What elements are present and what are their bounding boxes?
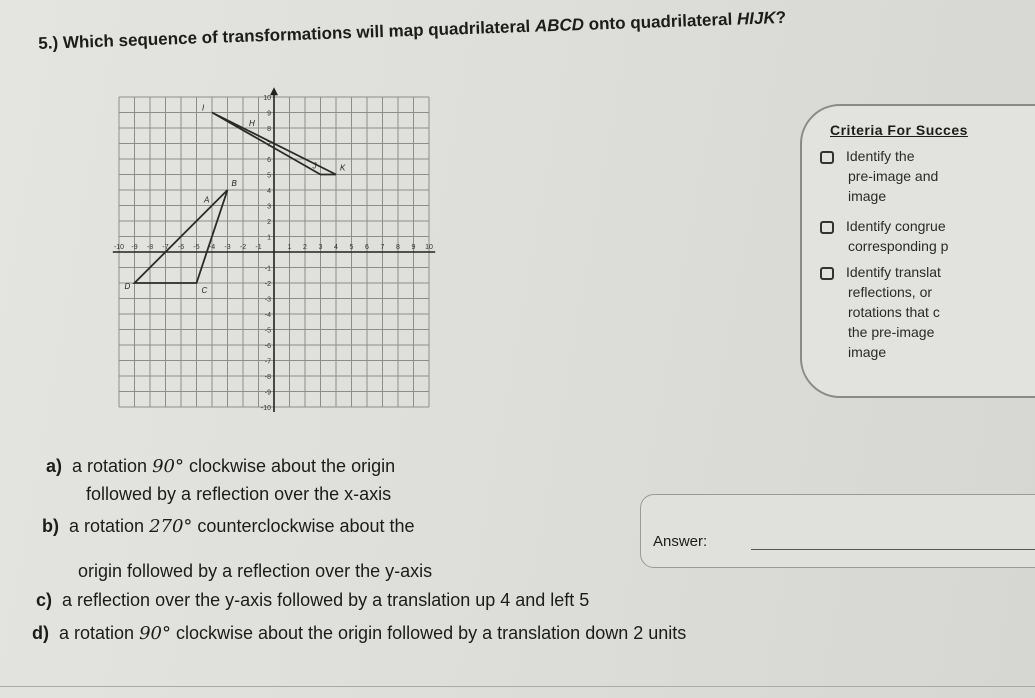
x-tick-label: 8 xyxy=(396,244,400,251)
vertex-label: K xyxy=(340,163,346,173)
question-text-before: Which sequence of transformations will map quadrilateral xyxy=(62,16,536,53)
criteria-line: Identify congrue xyxy=(846,218,946,234)
question-prompt xyxy=(38,8,786,54)
criteria-item xyxy=(820,216,948,256)
choice-text: a rotation xyxy=(72,456,153,476)
criteria-line: pre-image and xyxy=(848,168,939,184)
choice-angle: 270° xyxy=(149,516,193,537)
criteria-item xyxy=(820,262,941,362)
quadrilaterals xyxy=(135,110,337,284)
criteria-item xyxy=(820,146,938,206)
y-tick-label: 10 xyxy=(263,95,271,102)
vertex-label: A xyxy=(204,195,210,205)
criteria-for-success-panel xyxy=(800,104,1035,398)
vertex-label: J xyxy=(312,161,317,171)
choice-text: followed by a reflection over the x-axis xyxy=(86,484,392,504)
x-tick-label: 9 xyxy=(411,244,416,251)
criteria-line: image xyxy=(848,188,887,204)
y-axis-arrow-icon xyxy=(270,87,278,95)
choice-angle: 90° xyxy=(139,623,171,644)
y-tick-label: -1 xyxy=(264,265,271,273)
x-tick-label: 3 xyxy=(318,244,323,251)
x-tick-label: 4 xyxy=(334,244,338,251)
y-tick-label: 1 xyxy=(267,234,271,242)
answer-input-line[interactable] xyxy=(751,549,1035,550)
y-tick-label: 8 xyxy=(267,126,271,133)
x-tick-label: -6 xyxy=(177,244,185,251)
x-tick-label: -8 xyxy=(146,244,154,251)
choice-text: origin followed by a reflection over the y-axis xyxy=(78,561,433,581)
x-tick-label: 2 xyxy=(303,244,307,251)
choice-b-line-2 xyxy=(78,561,432,582)
vertex-label: I xyxy=(202,103,205,113)
question-number: 5.) xyxy=(38,33,59,53)
x-tick-label: -7 xyxy=(162,244,169,251)
y-tick-label: -5 xyxy=(264,327,271,335)
choice-angle: 90° xyxy=(152,456,184,477)
criteria-line: the pre-image xyxy=(848,324,935,340)
pre-image-name: ABCD xyxy=(534,14,585,36)
x-tick-label: -10 xyxy=(113,244,125,251)
y-tick-label: 6 xyxy=(267,157,271,164)
choice-c[interactable] xyxy=(36,590,589,611)
coordinate-graph xyxy=(104,82,460,412)
y-tick-label: -3 xyxy=(264,296,271,304)
checkbox-icon[interactable] xyxy=(820,221,834,234)
vertex-labels xyxy=(125,104,347,296)
x-tick-label: 6 xyxy=(365,244,369,251)
y-tick-label: 9 xyxy=(267,110,271,118)
vertex-label: H xyxy=(249,119,255,128)
x-tick-label: -2 xyxy=(239,244,247,251)
criteria-line: Identify translat xyxy=(846,264,941,280)
question-text-end: ? xyxy=(775,7,787,28)
x-tick-label: 10 xyxy=(425,244,433,251)
x-tick-label: 5 xyxy=(349,244,354,251)
question-text-middle: onto quadrilateral xyxy=(583,9,738,34)
checkbox-icon[interactable] xyxy=(820,267,834,280)
graph-axes xyxy=(113,87,435,412)
y-tick-label: -9 xyxy=(264,389,271,397)
criteria-line: image xyxy=(848,344,887,360)
x-tick-label: -9 xyxy=(131,244,138,251)
x-tick-label: -3 xyxy=(224,244,231,251)
criteria-line: Identify the xyxy=(846,148,915,164)
choice-letter: c) xyxy=(36,590,53,610)
divider xyxy=(0,686,1035,687)
vertex-label: C xyxy=(201,286,208,295)
choice-text: a rotation xyxy=(69,516,150,536)
y-tick-label: 2 xyxy=(267,219,271,226)
criteria-line: reflections, or xyxy=(848,284,933,300)
checkbox-icon[interactable] xyxy=(820,151,834,164)
x-tick-label: 7 xyxy=(380,244,385,251)
y-tick-label: -6 xyxy=(264,343,271,350)
y-tick-label: 3 xyxy=(267,203,271,211)
y-tick-label: -8 xyxy=(264,374,271,381)
y-tick-label: -4 xyxy=(264,312,271,319)
image-name: HIJK xyxy=(736,8,776,29)
y-tick-label: -10 xyxy=(260,405,271,412)
choice-text: counterclockwise about the xyxy=(192,516,415,536)
choice-text: a reflection over the y-axis followed by a translation up 4 and left 5 xyxy=(62,590,590,610)
choice-text: a rotation xyxy=(59,623,140,643)
choice-text: clockwise about the origin xyxy=(183,456,396,476)
y-tick-label: -7 xyxy=(264,358,271,366)
choice-letter: d) xyxy=(32,623,49,643)
y-tick-label: 5 xyxy=(267,172,271,180)
choice-text: clockwise about the origin followed by a translation down 2 units xyxy=(170,623,687,643)
criteria-line: corresponding p xyxy=(848,238,949,254)
choice-a[interactable] xyxy=(46,456,395,477)
choice-letter: a) xyxy=(46,456,63,476)
choice-letter: b) xyxy=(42,516,59,536)
answer-box xyxy=(640,494,1035,568)
answer-label: Answer: xyxy=(653,533,708,550)
x-tick-label: -4 xyxy=(208,244,216,251)
choice-b[interactable] xyxy=(42,516,415,537)
criteria-title: Criteria For Succes xyxy=(830,122,968,138)
x-tick-label: -5 xyxy=(193,244,200,251)
vertex-label: D xyxy=(124,282,131,291)
y-tick-label: 4 xyxy=(267,188,271,195)
y-tick-label: -2 xyxy=(264,281,271,288)
x-tick-label: -1 xyxy=(255,244,262,251)
x-tick-label: 1 xyxy=(287,244,292,251)
choice-a-line-2 xyxy=(86,484,391,505)
choice-d[interactable] xyxy=(32,623,686,644)
criteria-line: rotations that c xyxy=(848,304,940,320)
y-tick-label: 7 xyxy=(267,141,271,149)
vertex-label: B xyxy=(231,179,237,188)
